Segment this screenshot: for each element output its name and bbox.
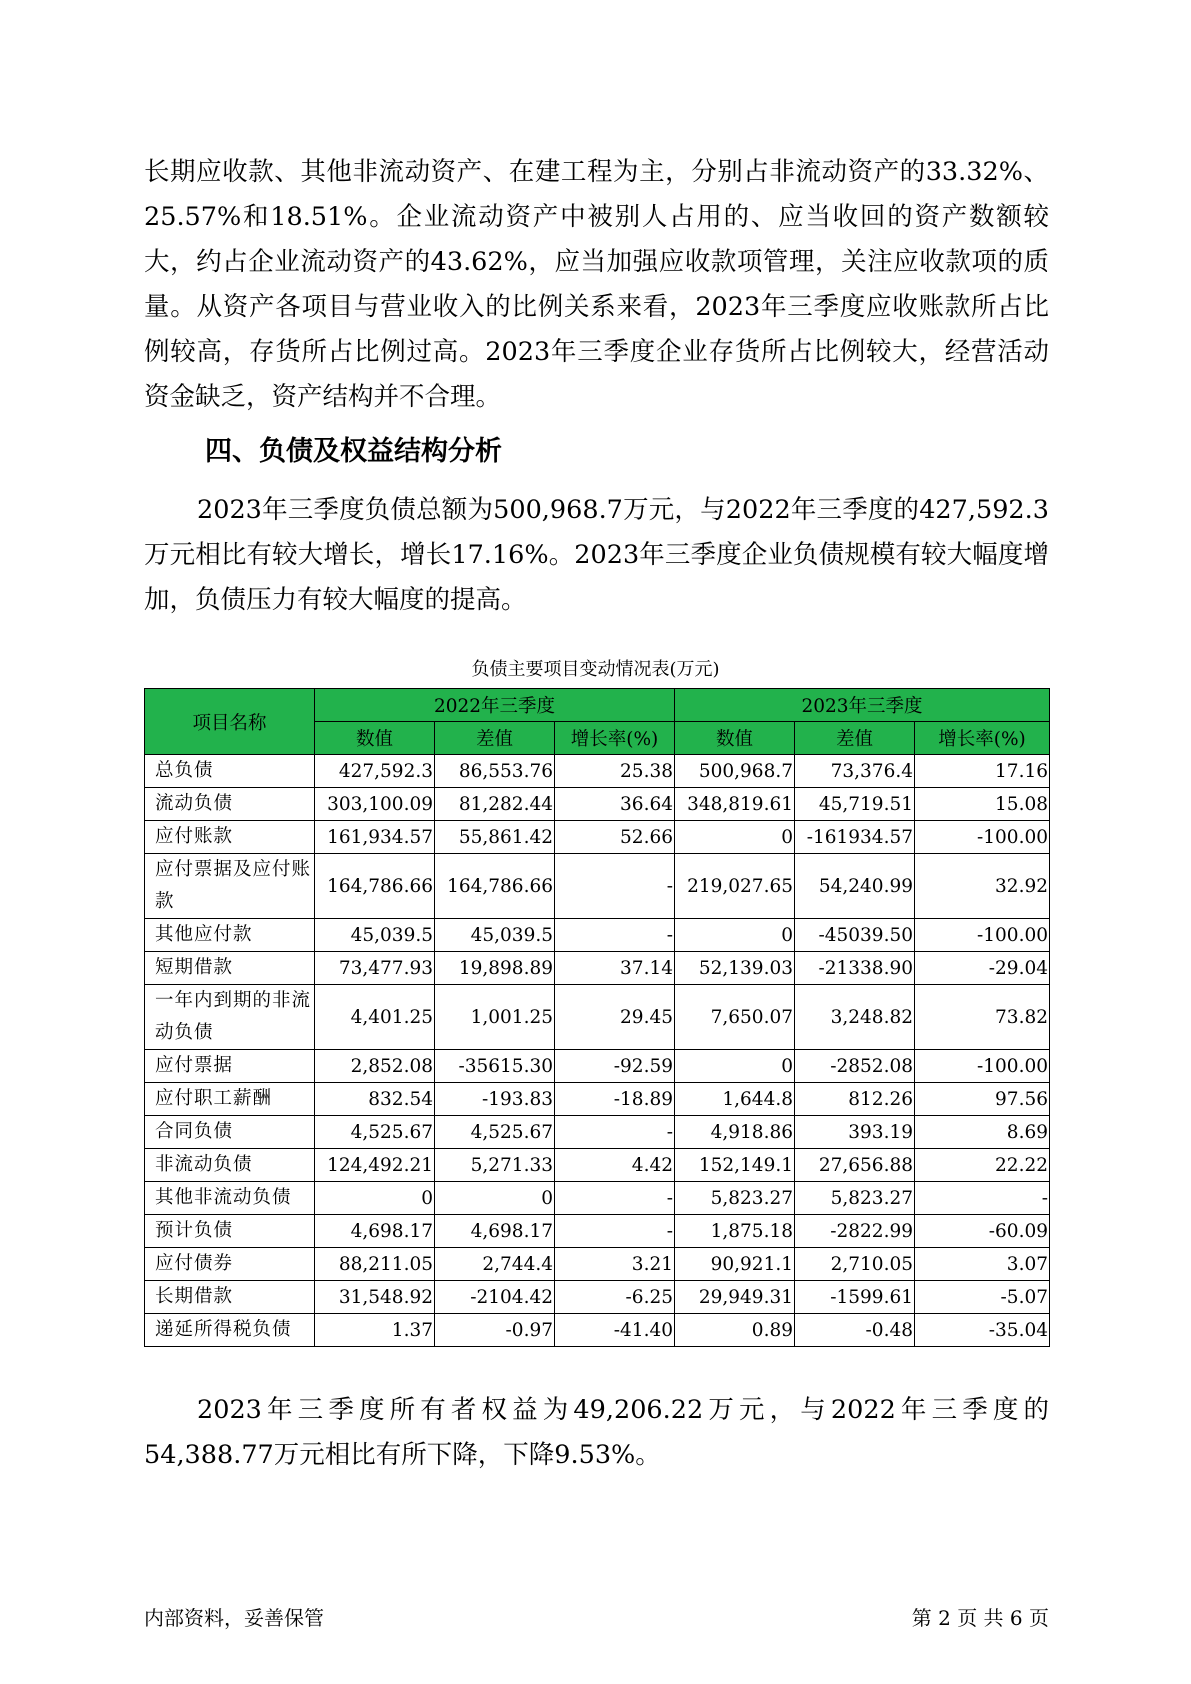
table-row xyxy=(145,821,1050,854)
cell-2022-value: 73,477.93 xyxy=(315,952,435,985)
cell-2023-value: 0 xyxy=(675,919,795,952)
table-row xyxy=(145,1314,1050,1347)
paragraph-liability-total: 2023年三季度负债总额为500,968.7万元，与2022年三季度的427,592.3万元相比有较大增长，增长17.16%。2023年三季度企业负债规模有较大幅度增加，负债压力有较大幅度的提高。 xyxy=(144,495,1049,615)
cell-2023-diff: 54,240.99 xyxy=(795,854,915,919)
cell-2023-value: 500,968.7 xyxy=(675,755,795,788)
cell-2022-rate: -18.89 xyxy=(555,1083,675,1116)
table-caption: 负债主要项目变动情况表(万元) xyxy=(471,659,720,680)
cell-2023-rate: 97.56 xyxy=(915,1083,1050,1116)
cell-2022-value: 88,211.05 xyxy=(315,1248,435,1281)
cell-2022-diff: 2,744.4 xyxy=(435,1248,555,1281)
cell-2022-value: 303,100.09 xyxy=(315,788,435,821)
cell-2023-rate: -29.04 xyxy=(915,952,1050,985)
cell-2023-value: 4,918.86 xyxy=(675,1116,795,1149)
table-row xyxy=(145,1248,1050,1281)
cell-2023-rate: -35.04 xyxy=(915,1314,1050,1347)
table-row xyxy=(145,1215,1050,1248)
paragraph-equity: 2023年三季度所有者权益为49,206.22万元，与2022年三季度的54,388.77万元相比有所下降，下降9.53%。 xyxy=(144,1395,1049,1470)
cell-2023-value: 29,949.31 xyxy=(675,1281,795,1314)
cell-2023-diff: -161934.57 xyxy=(795,821,915,854)
header-2022-diff: 差值 xyxy=(435,722,555,755)
cell-2022-rate: - xyxy=(555,919,675,952)
cell-2023-value: 90,921.1 xyxy=(675,1248,795,1281)
table-row xyxy=(145,1050,1050,1083)
row-item-name: 应付票据及应付账款 xyxy=(145,854,315,919)
paragraph-asset-structure: 长期应收款、其他非流动资产、在建工程为主，分别占非流动资产的33.32%、25.57%和18.51%。企业流动资产中被别人占用的、应当收回的资产数额较大，约占企业流动资产的43.62%，应当加强应收款项管理，关注应收款项的质量。从资产各项目与营业收入的比例关系来看，2023年三季度应收账款所占比例较高，存货所占比例过高。2023年三季度企业存货所占比例较大，经营活动资金缺乏，资产结构并不合理。 xyxy=(144,157,1049,412)
table-row xyxy=(145,1182,1050,1215)
row-item-name: 长期借款 xyxy=(145,1281,315,1314)
cell-2023-value: 7,650.07 xyxy=(675,985,795,1050)
cell-2022-rate: 3.21 xyxy=(555,1248,675,1281)
cell-2022-diff: 86,553.76 xyxy=(435,755,555,788)
row-item-name: 其他非流动负债 xyxy=(145,1182,315,1215)
cell-2023-value: 1,875.18 xyxy=(675,1215,795,1248)
cell-2022-value: 164,786.66 xyxy=(315,854,435,919)
table-row xyxy=(145,755,1050,788)
cell-2022-value: 45,039.5 xyxy=(315,919,435,952)
cell-2022-value: 0 xyxy=(315,1182,435,1215)
cell-2022-value: 124,492.21 xyxy=(315,1149,435,1182)
cell-2022-rate: 29.45 xyxy=(555,985,675,1050)
table-row xyxy=(145,1116,1050,1149)
section-heading: 四、负债及权益结构分析 xyxy=(205,436,502,467)
table-row xyxy=(145,952,1050,985)
header-2022-value: 数值 xyxy=(315,722,435,755)
cell-2022-diff: 81,282.44 xyxy=(435,788,555,821)
table-row xyxy=(145,985,1050,1050)
cell-2022-rate: 37.14 xyxy=(555,952,675,985)
footer-page-number: 第 2 页 共 6 页 xyxy=(911,1606,1049,1630)
row-item-name: 其他应付款 xyxy=(145,919,315,952)
cell-2023-diff: -0.48 xyxy=(795,1314,915,1347)
cell-2022-rate: 4.42 xyxy=(555,1149,675,1182)
cell-2023-rate: 73.82 xyxy=(915,985,1050,1050)
cell-2023-value: 5,823.27 xyxy=(675,1182,795,1215)
cell-2023-value: 348,819.61 xyxy=(675,788,795,821)
header-group-2023: 2023年三季度 xyxy=(675,689,1050,722)
row-item-name: 非流动负债 xyxy=(145,1149,315,1182)
cell-2022-rate: - xyxy=(555,1116,675,1149)
cell-2022-diff: 1,001.25 xyxy=(435,985,555,1050)
cell-2022-value: 2,852.08 xyxy=(315,1050,435,1083)
cell-2022-value: 161,934.57 xyxy=(315,821,435,854)
cell-2023-rate: 32.92 xyxy=(915,854,1050,919)
cell-2023-diff: -45039.50 xyxy=(795,919,915,952)
cell-2023-diff: 73,376.4 xyxy=(795,755,915,788)
row-item-name: 应付职工薪酬 xyxy=(145,1083,315,1116)
row-item-name: 应付债券 xyxy=(145,1248,315,1281)
cell-2023-diff: 3,248.82 xyxy=(795,985,915,1050)
cell-2022-rate: 25.38 xyxy=(555,755,675,788)
cell-2022-diff: -35615.30 xyxy=(435,1050,555,1083)
row-item-name: 总负债 xyxy=(145,755,315,788)
table-row xyxy=(145,854,1050,919)
cell-2022-diff: 0 xyxy=(435,1182,555,1215)
cell-2022-value: 4,401.25 xyxy=(315,985,435,1050)
cell-2022-rate: - xyxy=(555,1215,675,1248)
table-row xyxy=(145,1083,1050,1116)
cell-2022-value: 832.54 xyxy=(315,1083,435,1116)
cell-2023-rate: -60.09 xyxy=(915,1215,1050,1248)
cell-2022-rate: - xyxy=(555,854,675,919)
header-2023-rate: 增长率(%) xyxy=(915,722,1050,755)
row-item-name: 流动负债 xyxy=(145,788,315,821)
cell-2023-rate: 8.69 xyxy=(915,1116,1050,1149)
cell-2022-diff: 45,039.5 xyxy=(435,919,555,952)
row-item-name: 应付账款 xyxy=(145,821,315,854)
cell-2023-diff: -21338.90 xyxy=(795,952,915,985)
cell-2023-rate: -100.00 xyxy=(915,821,1050,854)
cell-2022-value: 427,592.3 xyxy=(315,755,435,788)
row-item-name: 递延所得税负债 xyxy=(145,1314,315,1347)
cell-2023-diff: -1599.61 xyxy=(795,1281,915,1314)
cell-2023-rate: - xyxy=(915,1182,1050,1215)
cell-2022-diff: -193.83 xyxy=(435,1083,555,1116)
header-2022-rate: 增长率(%) xyxy=(555,722,675,755)
cell-2023-rate: -5.07 xyxy=(915,1281,1050,1314)
cell-2022-diff: -0.97 xyxy=(435,1314,555,1347)
cell-2023-value: 52,139.03 xyxy=(675,952,795,985)
cell-2023-diff: 2,710.05 xyxy=(795,1248,915,1281)
cell-2022-diff: 4,698.17 xyxy=(435,1215,555,1248)
cell-2022-value: 4,525.67 xyxy=(315,1116,435,1149)
cell-2023-diff: 812.26 xyxy=(795,1083,915,1116)
table-row xyxy=(145,1281,1050,1314)
cell-2023-value: 219,027.65 xyxy=(675,854,795,919)
liability-table-body xyxy=(145,755,1050,1347)
row-item-name: 短期借款 xyxy=(145,952,315,985)
cell-2022-rate: - xyxy=(555,1182,675,1215)
cell-2022-rate: 36.64 xyxy=(555,788,675,821)
cell-2022-diff: 5,271.33 xyxy=(435,1149,555,1182)
table-row xyxy=(145,1149,1050,1182)
cell-2023-value: 1,644.8 xyxy=(675,1083,795,1116)
cell-2023-rate: 15.08 xyxy=(915,788,1050,821)
cell-2023-diff: 393.19 xyxy=(795,1116,915,1149)
row-item-name: 预计负债 xyxy=(145,1215,315,1248)
cell-2023-diff: 45,719.51 xyxy=(795,788,915,821)
table-row xyxy=(145,919,1050,952)
cell-2023-rate: 3.07 xyxy=(915,1248,1050,1281)
cell-2022-diff: -2104.42 xyxy=(435,1281,555,1314)
cell-2022-value: 31,548.92 xyxy=(315,1281,435,1314)
row-item-name: 合同负债 xyxy=(145,1116,315,1149)
row-item-name: 一年内到期的非流动负债 xyxy=(145,985,315,1050)
cell-2023-value: 0 xyxy=(675,821,795,854)
cell-2022-diff: 19,898.89 xyxy=(435,952,555,985)
cell-2023-rate: 22.22 xyxy=(915,1149,1050,1182)
liability-table xyxy=(144,688,1050,1347)
cell-2022-diff: 164,786.66 xyxy=(435,854,555,919)
cell-2022-diff: 55,861.42 xyxy=(435,821,555,854)
cell-2022-rate: -41.40 xyxy=(555,1314,675,1347)
header-group-2022: 2022年三季度 xyxy=(315,689,675,722)
cell-2022-value: 1.37 xyxy=(315,1314,435,1347)
cell-2022-value: 4,698.17 xyxy=(315,1215,435,1248)
cell-2023-value: 0.89 xyxy=(675,1314,795,1347)
cell-2023-rate: -100.00 xyxy=(915,919,1050,952)
cell-2023-diff: -2822.99 xyxy=(795,1215,915,1248)
cell-2022-diff: 4,525.67 xyxy=(435,1116,555,1149)
header-2023-value: 数值 xyxy=(675,722,795,755)
cell-2023-diff: 5,823.27 xyxy=(795,1182,915,1215)
cell-2022-rate: 52.66 xyxy=(555,821,675,854)
cell-2022-rate: -6.25 xyxy=(555,1281,675,1314)
cell-2023-diff: 27,656.88 xyxy=(795,1149,915,1182)
cell-2023-value: 0 xyxy=(675,1050,795,1083)
cell-2022-rate: -92.59 xyxy=(555,1050,675,1083)
row-item-name: 应付票据 xyxy=(145,1050,315,1083)
cell-2023-diff: -2852.08 xyxy=(795,1050,915,1083)
cell-2023-value: 152,149.1 xyxy=(675,1149,795,1182)
cell-2023-rate: -100.00 xyxy=(915,1050,1050,1083)
header-2023-diff: 差值 xyxy=(795,722,915,755)
footer-confidential: 内部资料，妥善保管 xyxy=(144,1606,324,1630)
header-item-name: 项目名称 xyxy=(145,689,315,755)
table-row xyxy=(145,788,1050,821)
cell-2023-rate: 17.16 xyxy=(915,755,1050,788)
